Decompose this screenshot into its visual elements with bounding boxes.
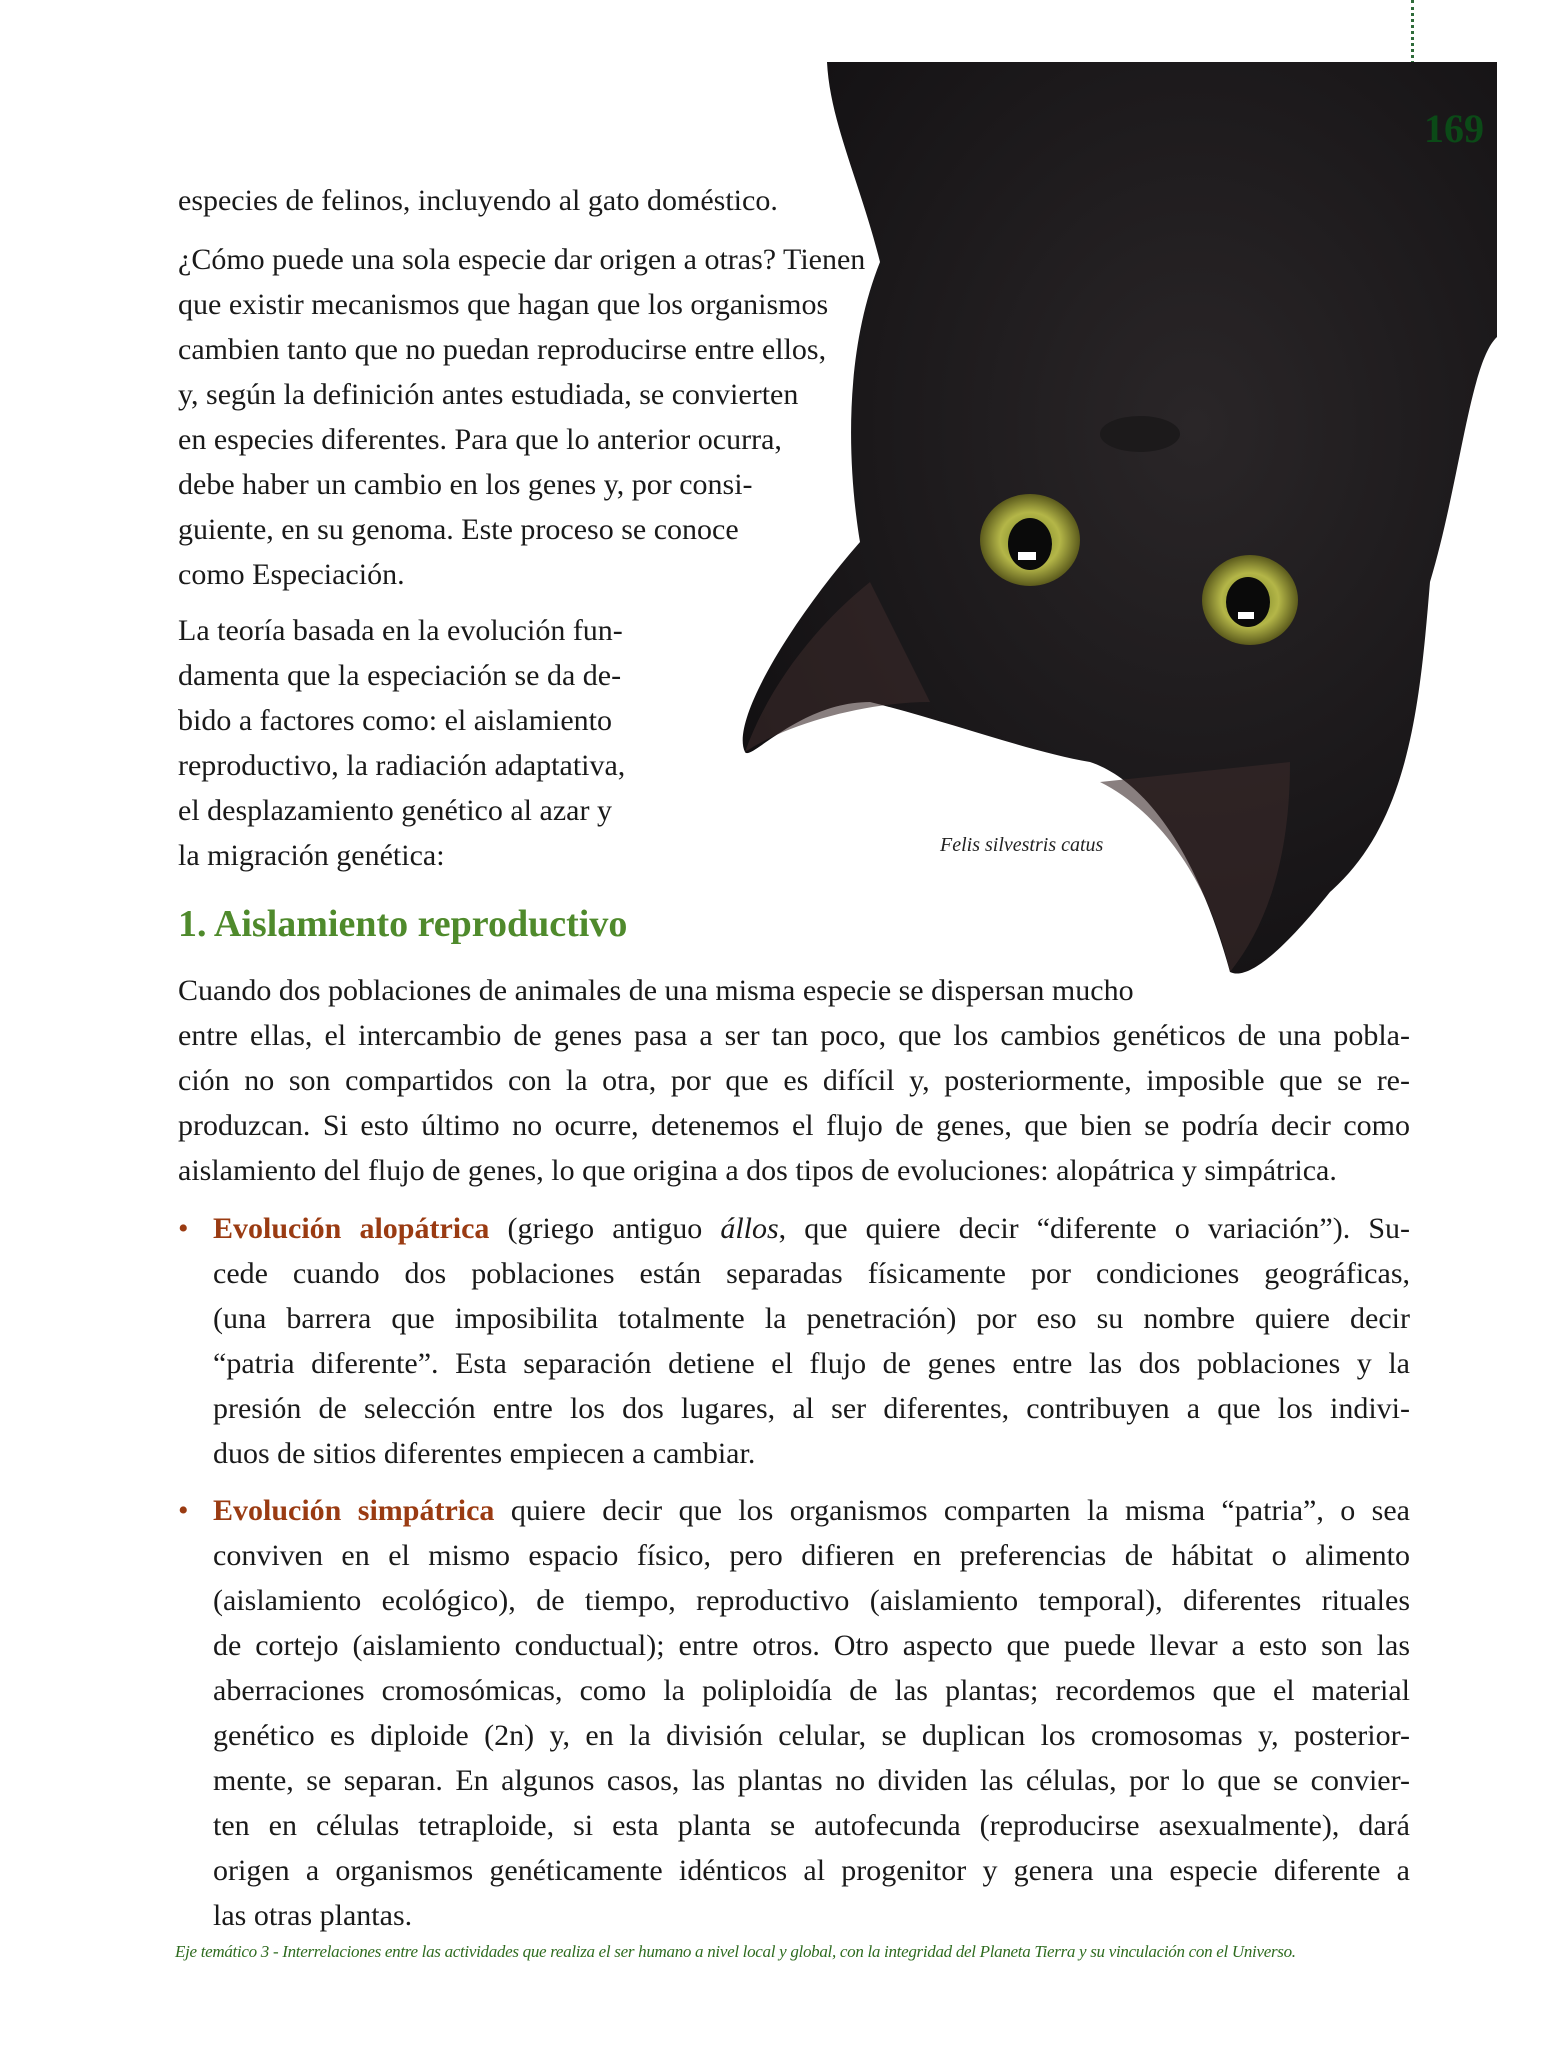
text-line: origen a organismos genéticamente idénticos al progenitor y genera una especie diferente a (213, 1854, 1410, 1887)
text-line: de cortejo (aislamiento conductual); entre otros. Otro aspecto que puede llevar a esto son las (213, 1629, 1410, 1662)
text-line: ¿Cómo puede una sola especie dar origen a otras? Tienen (178, 243, 866, 276)
bullet-simpatrica (178, 1488, 1410, 1938)
dotted-margin-line (1411, 0, 1414, 64)
text-line: duos de sitios diferentes empiecen a cambiar. (213, 1437, 756, 1470)
paragraph-1 (178, 178, 778, 223)
text: , que quiere decir “diferente o variación”). Su- (778, 1212, 1410, 1245)
text-line: y, según la definición antes estudiada, se convierten (178, 378, 799, 411)
text-line: las otras plantas. (213, 1899, 413, 1932)
text-line: conviven en el mismo espacio físico, pero difieren en preferencias de hábitat o alimento (213, 1539, 1410, 1572)
text-line: como Especiación. (178, 558, 405, 591)
greek-word: állos (720, 1212, 779, 1245)
paragraph-4 (178, 968, 1410, 1193)
text-line: genético es diploide (2n) y, en la división celular, se duplican los cromosomas y, posterior- (213, 1719, 1410, 1752)
section-heading: 1. Aislamiento reproductivo (178, 903, 628, 945)
text-line: reproductivo, la radiación adaptativa, (178, 749, 626, 782)
text-line: guiente, en su genoma. Este proceso se conoce (178, 513, 739, 546)
text-line: especies de felinos, incluyendo al gato doméstico. (178, 184, 778, 217)
text: quiere decir que los organismos comparten la misma “patria”, o sea (494, 1494, 1410, 1527)
term-simpatrica: Evolución simpátrica (213, 1494, 495, 1527)
page-number: 169 (1424, 106, 1484, 151)
text-line: aberraciones cromosómicas, como la poliploidía de las plantas; recordemos que el material (213, 1674, 1410, 1707)
text-line: entre ellas, el intercambio de genes pasa a ser tan poco, que los cambios genéticos de una pobla- (178, 1019, 1410, 1052)
text-line: mente, se separan. En algunos casos, las plantas no dividen las células, por lo que se convier- (213, 1764, 1410, 1797)
text-line: ción no son compartidos con la otra, por que es difícil y, posteriormente, imposible que se re- (178, 1064, 1410, 1097)
text-line: debe haber un cambio en los genes y, por consi- (178, 468, 753, 501)
page-footer: Eje temático 3 - Interrelaciones entre las actividades que realiza el ser humano a nivel local y global, con la integridad del Planeta Tierra y su vinculación con el Universo. (175, 1942, 1296, 1961)
text-line: presión de selección entre los dos lugares, al ser diferentes, contribuyen a que los indivi- (213, 1392, 1410, 1425)
text: (griego antiguo (489, 1212, 721, 1245)
text-line: cambien tanto que no puedan reproducirse entre ellos, (178, 333, 827, 366)
term-alopatrica: Evolución alopátrica (213, 1212, 490, 1245)
text-line: aislamiento del flujo de genes, lo que origina a dos tipos de evoluciones: alopátrica y simpátrica. (178, 1154, 1337, 1187)
text-line: ten en células tetraploide, si esta planta se autofecunda (reproducirse asexualmente), dará (213, 1809, 1410, 1842)
paragraph-2 (178, 237, 865, 597)
text-line: damenta que la especiación se da de- (178, 659, 622, 692)
text-line: bido a factores como: el aislamiento (178, 704, 613, 737)
text-line: en especies diferentes. Para que lo anterior ocurra, (178, 423, 782, 456)
bullet-alopatrica (178, 1206, 1410, 1476)
text-line: La teoría basada en la evolución fun- (178, 614, 623, 647)
text-line: el desplazamiento genético al azar y (178, 794, 612, 827)
image-caption: Felis silvestris catus (940, 834, 1104, 856)
bullet-icon: • (178, 1494, 189, 1527)
text-line: (aislamiento ecológico), de tiempo, reproductivo (aislamiento temporal), diferentes rituales (213, 1584, 1410, 1617)
text-line: (una barrera que imposibilita totalmente la penetración) por eso su nombre quiere decir (213, 1302, 1410, 1335)
text-line: produzcan. Si esto último no ocurre, detenemos el flujo de genes, que bien se podría decir como (178, 1109, 1410, 1142)
bullet-icon: • (178, 1212, 189, 1245)
text-line: Cuando dos poblaciones de animales de una misma especie se dispersan mucho (178, 974, 1134, 1007)
paragraph-3 (178, 608, 625, 878)
text-line: “patria diferente”. Esta separación detiene el flujo de genes entre las dos poblaciones y la (213, 1347, 1410, 1380)
text-line: la migración genética: (178, 839, 445, 872)
text-line: que existir mecanismos que hagan que los organismos (178, 288, 829, 321)
text-line: cede cuando dos poblaciones están separadas físicamente por condiciones geográficas, (213, 1257, 1410, 1290)
